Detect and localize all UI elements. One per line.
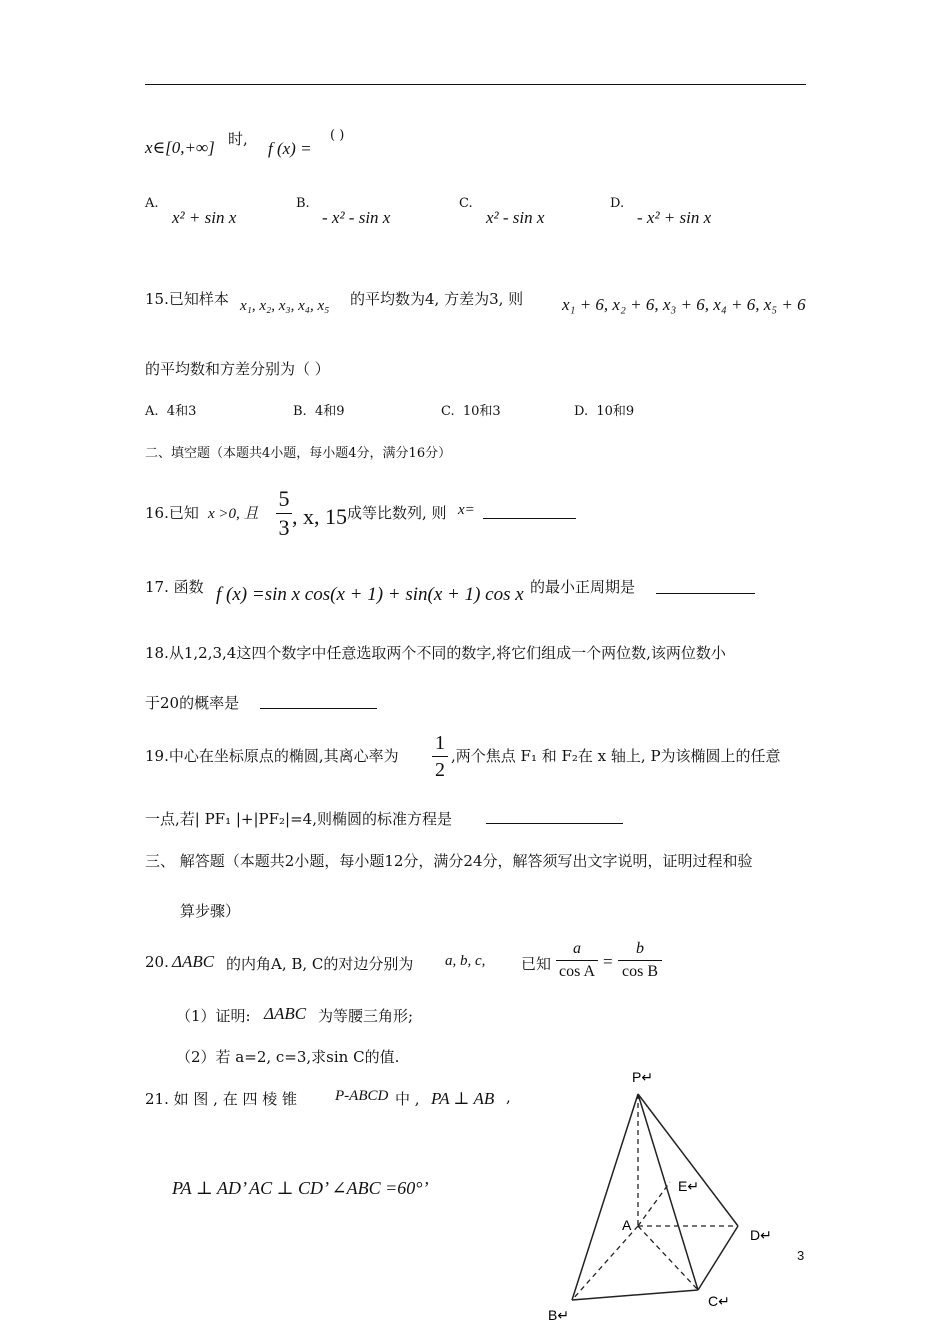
- edge-bc: [572, 1290, 698, 1300]
- q20-part1-rest: 为等腰三角形;: [318, 1007, 414, 1025]
- q18-line2: 于20的概率是: [145, 694, 240, 712]
- label-a: A: [622, 1217, 632, 1233]
- q16-frac-den: 3: [278, 515, 290, 541]
- q20-part1-triangle: ΔABC: [264, 1004, 307, 1023]
- q19-prefix: 19.中心在坐标原点的椭圆,其离心率为: [145, 747, 399, 765]
- q18-line1: 18.从1,2,3,4这四个数字中任意选取两个不同的数字,将它们组成一个两位数,该两位数小: [145, 644, 726, 662]
- q16-cond: x >0, 且: [208, 506, 259, 522]
- q14-option-b: - x² - sin x: [322, 208, 391, 227]
- q21-mid: 中 ,: [395, 1090, 420, 1108]
- q15-transformed: x₁ + 6, x₂ + 6, x₃ + 6, x₄ + 6, x₅ + 6: [562, 295, 806, 314]
- q20-text: 的内角A, B, C的对边分别为: [226, 955, 414, 973]
- q20-part2: （2）若 a=2, c=3,求sin C的值.: [176, 1048, 400, 1066]
- q15-prefix: 15.已知样本: [145, 290, 229, 308]
- q15-option-b-letter: B.: [293, 404, 307, 419]
- q20-rfrac-den: cos B: [622, 962, 658, 980]
- edge-ac: [638, 1226, 698, 1290]
- q19-frac-bar: [432, 756, 448, 757]
- q20-left-fraction: [556, 940, 598, 980]
- q20-lfrac-bar: [556, 960, 598, 961]
- label-c: C↵: [708, 1293, 730, 1309]
- section3-heading-line2: 算步骤）: [180, 902, 241, 920]
- q19-answer-blank: [486, 823, 623, 824]
- q20-prefix: 20.: [145, 953, 169, 971]
- q14-option-b-letter: B.: [296, 196, 310, 211]
- q14-condition-suffix: 时,: [228, 130, 248, 148]
- edge-cd: [698, 1226, 738, 1290]
- q16-prefix: 16.已知: [145, 504, 199, 522]
- q15-middle: 的平均数为4, 方差为3, 则: [350, 290, 524, 308]
- q19-line2: 一点,若| PF₁ |+|PF₂|=4,则椭圆的标准方程是: [145, 810, 452, 828]
- q14-option-d: - x² + sin x: [637, 208, 712, 227]
- q16-frac-num: 5: [278, 486, 290, 511]
- q16-suffix: 成等比数列, 则: [347, 504, 447, 522]
- label-e: E↵: [678, 1178, 700, 1194]
- q14-option-a: x² + sin x: [172, 208, 237, 227]
- edge-ab: [572, 1226, 638, 1300]
- q14-fx: f (x) =: [268, 139, 312, 158]
- q21-cond1: PA ⊥ AB: [431, 1089, 495, 1108]
- q15-option-a: [145, 400, 196, 419]
- q15-samples: x₁, x₂, x₃, x₄, x₅: [240, 298, 330, 314]
- pyramid-figure: [540, 1062, 780, 1344]
- q20-known: 已知: [521, 955, 552, 973]
- q14-option-a-letter: A.: [145, 196, 159, 211]
- q19-frac-num: 1: [435, 732, 445, 754]
- q20-sides: a, b, c,: [445, 953, 486, 969]
- q20-rfrac-num: b: [636, 940, 644, 957]
- q14-option-d-letter: D.: [610, 196, 625, 211]
- q14-option-c: x² - sin x: [486, 208, 545, 227]
- label-d: D↵: [750, 1227, 772, 1243]
- q20-equals: =: [603, 952, 613, 971]
- q21-conditions: PA ⊥ AD’ AC ⊥ CD’ ∠ABC =60°’: [172, 1178, 429, 1198]
- q15-option-d-text: 10和9: [596, 404, 635, 419]
- edge-pb: [572, 1094, 638, 1300]
- q17-suffix: 的最小正周期是: [530, 578, 636, 596]
- q14-paren: ( ): [330, 128, 345, 143]
- q15-option-d: [574, 400, 634, 419]
- label-p: P↵: [632, 1069, 654, 1085]
- q15-option-c-text: 10和3: [462, 404, 501, 419]
- q15-line2: 的平均数和方差分别为（ ）: [145, 360, 330, 378]
- q17-formula: f (x) =sin x cos(x + 1) + sin(x + 1) cos x: [216, 584, 524, 605]
- q15-option-c-letter: C.: [441, 404, 455, 419]
- q15-option-b-text: 4和9: [314, 404, 345, 419]
- q21-pyramid: P-ABCD: [335, 1088, 389, 1104]
- q19-frac-den: 2: [435, 759, 445, 781]
- q17-prefix: 17. 函数: [145, 578, 204, 596]
- q16-seq-rest: , x, 15: [292, 504, 347, 529]
- q15-option-c: [441, 400, 501, 419]
- q15-option-a-letter: A.: [145, 404, 159, 419]
- q16-answer-blank: [483, 518, 576, 519]
- q20-triangle: ΔABC: [172, 952, 215, 971]
- section2-heading: 二、填空题（本题共4小题，每小题4分，满分16分）: [145, 446, 452, 461]
- q14-condition: x∈[0,+∞]: [145, 138, 215, 157]
- q18-answer-blank: [260, 708, 377, 709]
- section3-heading-line1: 三、 解答题（本题共2小题，每小题12分，满分24分，解答须写出文字说明，证明过程和验: [145, 852, 753, 870]
- q14-option-c-letter: C.: [459, 196, 473, 211]
- q21-comma: ,: [506, 1088, 511, 1106]
- q16-ask: x=: [458, 502, 475, 518]
- q16-frac-bar: [276, 513, 292, 514]
- q19-middle: ,两个焦点 F₁ 和 F₂在 x 轴上, P为该椭圆上的任意: [451, 747, 781, 765]
- q15-option-a-text: 4和3: [166, 404, 197, 419]
- q15-option-d-letter: D.: [574, 404, 589, 419]
- q20-rfrac-bar: [618, 960, 662, 961]
- page-number: 3: [797, 1248, 805, 1263]
- top-rule: [145, 84, 806, 85]
- q20-lfrac-num: a: [573, 940, 581, 957]
- q19-fraction: [432, 732, 448, 781]
- segment-ae: [638, 1182, 670, 1226]
- edge-pd: [638, 1094, 738, 1226]
- q20-part1-label: （1）证明:: [176, 1007, 251, 1025]
- q20-lfrac-den: cos A: [559, 962, 595, 980]
- q20-right-fraction: [618, 940, 662, 980]
- label-b: B↵: [548, 1307, 570, 1323]
- q15-option-b: [293, 400, 345, 419]
- q16-fraction: [276, 487, 292, 540]
- q17-answer-blank: [656, 593, 755, 594]
- q21-prefix: 21. 如 图 , 在 四 棱 锥: [145, 1090, 298, 1108]
